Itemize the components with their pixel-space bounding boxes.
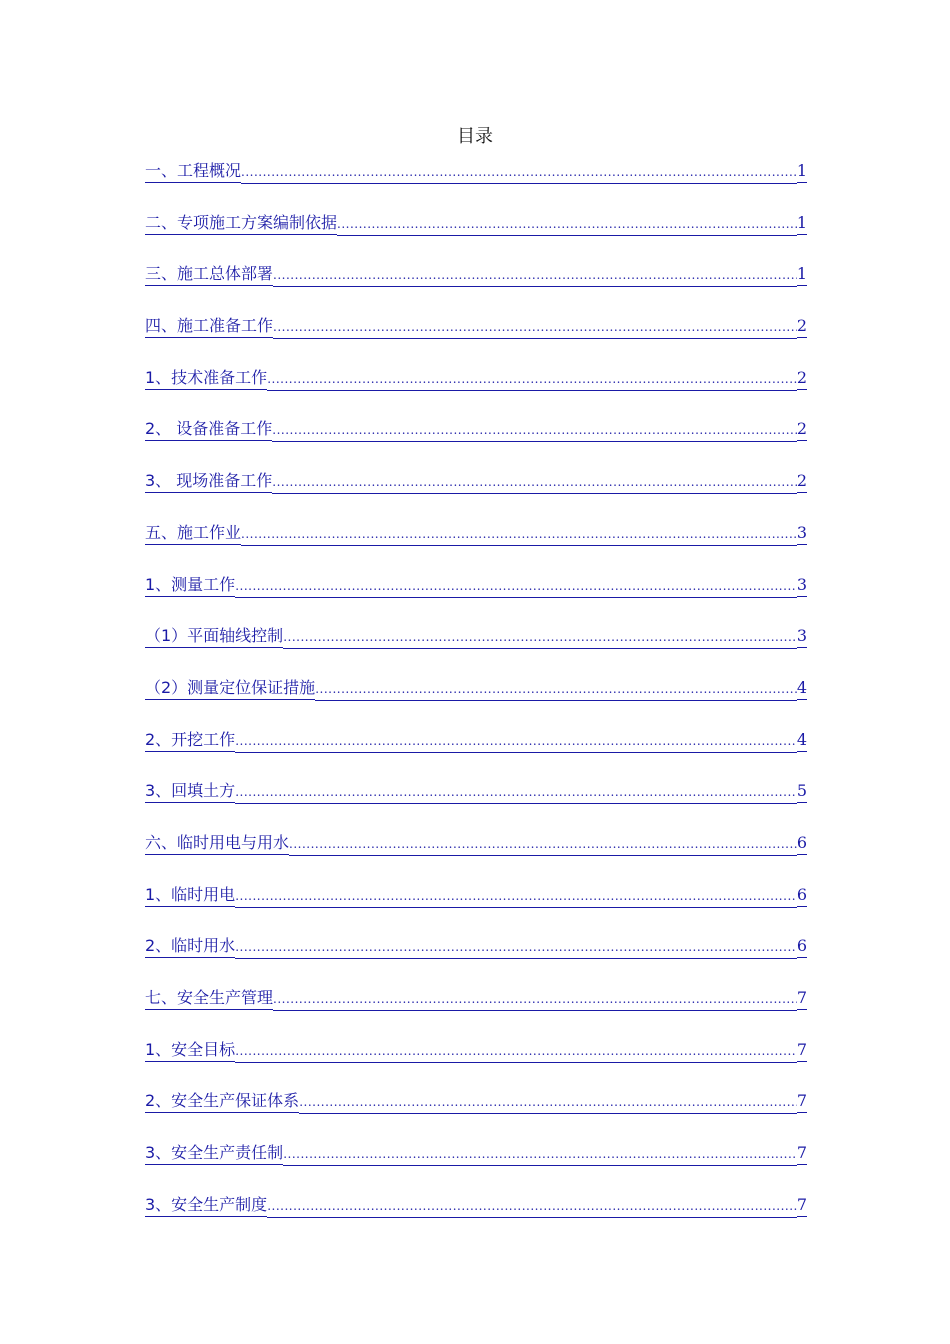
toc-leader-dots: [272, 471, 797, 494]
toc-entry-label: 七、安全生产管理: [145, 987, 273, 1010]
toc-entry[interactable]: [145, 468, 807, 520]
toc-leader-dots: [241, 161, 797, 184]
toc-entry[interactable]: [145, 572, 807, 624]
toc-entry-label: 2、安全生产保证体系: [145, 1090, 299, 1113]
toc-title: 目录: [457, 126, 493, 147]
toc-entry-label: 2、临时用水: [145, 935, 235, 958]
toc-entry-label: 1、测量工作: [145, 574, 235, 597]
toc-entry-label: （1）平面轴线控制: [145, 625, 283, 648]
toc-leader-dots: [235, 781, 797, 804]
table-of-contents: [145, 158, 807, 1243]
toc-entry[interactable]: [145, 1140, 807, 1192]
toc-page-number: 2: [797, 315, 807, 338]
toc-page-number: 3: [797, 574, 807, 597]
toc-entry-label: 三、施工总体部署: [145, 263, 273, 286]
toc-page-number: 6: [797, 832, 807, 855]
toc-page-number: 1: [797, 160, 807, 183]
toc-entry-label: 3、安全生产责任制: [145, 1142, 283, 1165]
toc-leader-dots: [267, 1195, 797, 1218]
toc-entry[interactable]: [145, 1192, 807, 1244]
toc-page-number: 4: [797, 677, 807, 700]
toc-page-number: 1: [797, 212, 807, 235]
toc-leader-dots: [267, 368, 797, 391]
toc-page-number: 2: [797, 418, 807, 441]
toc-entry[interactable]: [145, 261, 807, 313]
toc-page-number: 1: [797, 263, 807, 286]
toc-entry[interactable]: [145, 727, 807, 779]
toc-entry-label: 3、回填土方: [145, 780, 235, 803]
toc-page-number: 7: [797, 1090, 807, 1113]
toc-entry[interactable]: [145, 933, 807, 985]
toc-entry-label: 1、临时用电: [145, 884, 235, 907]
toc-entry[interactable]: [145, 520, 807, 572]
toc-leader-dots: [283, 626, 797, 649]
toc-leader-dots: [235, 1040, 797, 1063]
toc-page-number: 3: [797, 625, 807, 648]
toc-entry[interactable]: [145, 830, 807, 882]
toc-page-number: 6: [797, 884, 807, 907]
toc-page-number: 7: [797, 1194, 807, 1217]
toc-leader-dots: [289, 833, 797, 856]
toc-page-number: 5: [797, 780, 807, 803]
toc-entry-label: 二、专项施工方案编制依据: [145, 212, 337, 235]
toc-entry[interactable]: [145, 882, 807, 934]
toc-entry-label: 一、工程概况: [145, 160, 241, 183]
toc-entry[interactable]: [145, 313, 807, 365]
toc-entry-label: 六、临时用电与用水: [145, 832, 289, 855]
toc-entry[interactable]: [145, 1037, 807, 1089]
toc-leader-dots: [299, 1091, 797, 1114]
toc-leader-dots: [273, 264, 797, 287]
toc-page-number: 3: [797, 522, 807, 545]
toc-entry[interactable]: [145, 365, 807, 417]
toc-page-number: 2: [797, 470, 807, 493]
toc-leader-dots: [273, 988, 797, 1011]
toc-entry[interactable]: [145, 210, 807, 262]
toc-leader-dots: [235, 730, 797, 753]
toc-entry-label: 1、安全目标: [145, 1039, 235, 1062]
toc-leader-dots: [235, 885, 797, 908]
toc-entry[interactable]: [145, 1088, 807, 1140]
toc-leader-dots: [241, 523, 797, 546]
toc-leader-dots: [315, 678, 797, 701]
toc-page-number: 2: [797, 367, 807, 390]
toc-entry-label: 1、技术准备工作: [145, 367, 267, 390]
toc-entry-label: 2、开挖工作: [145, 729, 235, 752]
toc-entry-label: 3、安全生产制度: [145, 1194, 267, 1217]
toc-page-number: 7: [797, 987, 807, 1010]
toc-entry-label: 四、施工准备工作: [145, 315, 273, 338]
toc-entry[interactable]: [145, 416, 807, 468]
toc-entry[interactable]: [145, 985, 807, 1037]
toc-leader-dots: [337, 213, 797, 236]
toc-page-number: 7: [797, 1039, 807, 1062]
toc-page-number: 6: [797, 935, 807, 958]
toc-entry-label: 3、 现场准备工作: [145, 470, 272, 493]
toc-leader-dots: [235, 936, 797, 959]
toc-leader-dots: [283, 1143, 797, 1166]
toc-entry[interactable]: [145, 675, 807, 727]
toc-entry-label: （2）测量定位保证措施: [145, 677, 315, 700]
toc-leader-dots: [273, 316, 797, 339]
toc-page-number: 7: [797, 1142, 807, 1165]
toc-page-number: 4: [797, 729, 807, 752]
toc-leader-dots: [235, 575, 797, 598]
toc-entry[interactable]: [145, 623, 807, 675]
toc-entry[interactable]: [145, 158, 807, 210]
toc-leader-dots: [272, 419, 797, 442]
toc-entry[interactable]: [145, 778, 807, 830]
toc-entry-label: 五、施工作业: [145, 522, 241, 545]
toc-entry-label: 2、 设备准备工作: [145, 418, 272, 441]
